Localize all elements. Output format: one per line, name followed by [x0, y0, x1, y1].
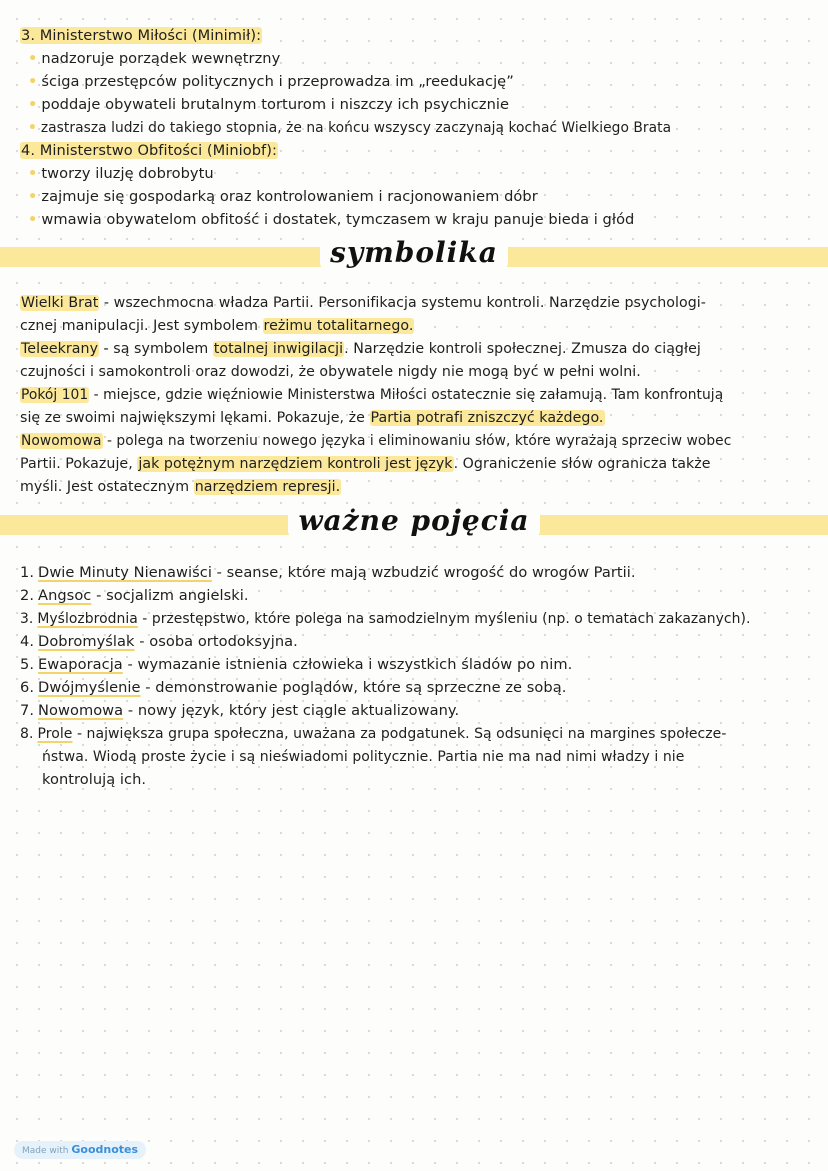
list-item: 4. Dobromyślak - osoba ortodoksyjna. [20, 633, 298, 650]
goodnotes-brand: Goodnotes [71, 1143, 139, 1156]
bullet-icon: • [28, 96, 38, 113]
term: Myślozbrodnia [37, 611, 138, 627]
ministry-love-heading-text: 3. Ministerstwo Miłości (Minimił): [21, 27, 262, 44]
symbol-line: się ze swoimi największymi lękami. Pokazuje, że Partia potrafi zniszczyć każdego. [20, 410, 604, 426]
term-highlight: Wielki Brat [21, 295, 99, 311]
symbol-line: Partii. Pokazuje, jak potężnym narzędziem kontroli jest język. Ograniczenie słów ogranicza także [20, 456, 711, 472]
term: Angsoc [38, 587, 92, 604]
list-item: 7. Nowomowa - nowy język, który jest ciągle aktualizowany. [20, 702, 460, 719]
bullet-icon: • [28, 165, 38, 182]
text-highlight: reżimu totalitarnego. [263, 318, 414, 334]
list-item: • poddaje obywateli brutalnym torturom i niszczy ich psychicznie [28, 96, 510, 113]
bullet-icon: • [28, 120, 37, 136]
symbol-line: Teleekrany - są symbolem totalnej inwigilacji. Narzędzie kontroli społecznej. Zmusza do ciągłej [21, 341, 701, 357]
term: Dobromyślak [38, 633, 135, 650]
list-item: 3. Myślozbrodnia - przestępstwo, które polega na samodzielnym myśleniu (np. o tematach zakazanych). [20, 611, 751, 627]
bullet-icon: • [28, 188, 38, 205]
goodnotes-watermark: Made with Goodnotes [14, 1141, 146, 1159]
list-item: 1. Dwie Minuty Nienawiści - seanse, które mają wzbudzić wrogość do wrogów Partii. [20, 564, 636, 581]
bullet-icon: • [28, 50, 38, 67]
term: Dwie Minuty Nienawiści [38, 564, 212, 581]
text-highlight: jak potężnym narzędziem kontroli jest język [138, 456, 453, 472]
term: Dwójmyślenie [38, 679, 141, 696]
ministry-plenty-heading-text: 4. Ministerstwo Obfitości (Miniobf): [21, 142, 277, 159]
symbol-line: Nowomowa - polega na tworzeniu nowego języka i eliminowaniu słów, które wyrażają sprzeciw wobec [21, 433, 732, 449]
section-title-pojecia: ważne pojęcia [0, 504, 828, 537]
symbol-line: czujności i samokontroli oraz dowodzi, że obywatele nigdy nie mogą być w pełni wolni. [20, 364, 641, 380]
symbol-line: myśli. Jest ostatecznym narzędziem represji. [20, 479, 341, 495]
list-item: 2. Angsoc - socjalizm angielski. [20, 587, 249, 604]
term-highlight: Pokój 101 [21, 387, 89, 403]
term: Nowomowa [38, 702, 124, 719]
symbol-line: Pokój 101 - miejsce, gdzie więźniowie Ministerstwa Miłości ostatecznie się załamują. Tam konfrontują [21, 387, 724, 403]
term-highlight: Nowomowa [21, 433, 102, 449]
ministry-love-heading [20, 26, 262, 46]
symbol-line: Wielki Brat - wszechmocna władza Partii. Personifikacja systemu kontroli. Narzędzie psychologi- [21, 295, 706, 311]
list-item-continuation: kontrolują ich. [42, 771, 147, 788]
list-item: 8. Prole - największa grupa społeczna, uważana za podgatunek. Są odsunięci na margines społecze- [20, 726, 727, 742]
list-item: • zajmuje się gospodarką oraz kontrolowaniem i racjonowaniem dóbr [28, 188, 538, 205]
list-item: • ściga przestępców politycznych i przeprowadza im „reedukację” [28, 73, 514, 90]
list-item: 5. Ewaporacja - wymazanie istnienia człowieka i wszystkich śladów po nim. [20, 656, 573, 673]
list-item: • tworzy iluzję dobrobytu [28, 165, 214, 182]
list-item: 6. Dwójmyślenie - demonstrowanie poglądów, które są sprzeczne ze sobą. [20, 679, 567, 696]
ministry-plenty-heading [20, 141, 278, 161]
list-item: • wmawia obywatelom obfitość i dostatek, tymczasem w kraju panuje bieda i głód [28, 211, 635, 228]
bullet-icon: • [28, 73, 38, 90]
symbol-line: cznej manipulacji. Jest symbolem reżimu totalitarnego. [20, 318, 414, 334]
term-highlight: Teleekrany [21, 341, 99, 357]
list-item: • zastrasza ludzi do takiego stopnia, że na końcu wszyscy zaczynają kochać Wielkiego Brata [28, 120, 672, 136]
bullet-icon: • [28, 211, 38, 228]
text-highlight: Partia potrafi zniszczyć każdego. [370, 410, 604, 426]
list-item: • nadzoruje porządek wewnętrzny [28, 50, 281, 67]
list-item-continuation: ństwa. Wiodą proste życie i są nieświadomi politycznie. Partia nie ma nad nimi władzy i nie [42, 749, 685, 765]
text-highlight: totalnej inwigilacji [213, 341, 344, 357]
text-highlight: narzędziem represji. [194, 479, 341, 495]
section-title-symbolika: symbolika [0, 236, 828, 269]
term: Prole [37, 726, 73, 742]
term: Ewaporacja [38, 656, 123, 673]
